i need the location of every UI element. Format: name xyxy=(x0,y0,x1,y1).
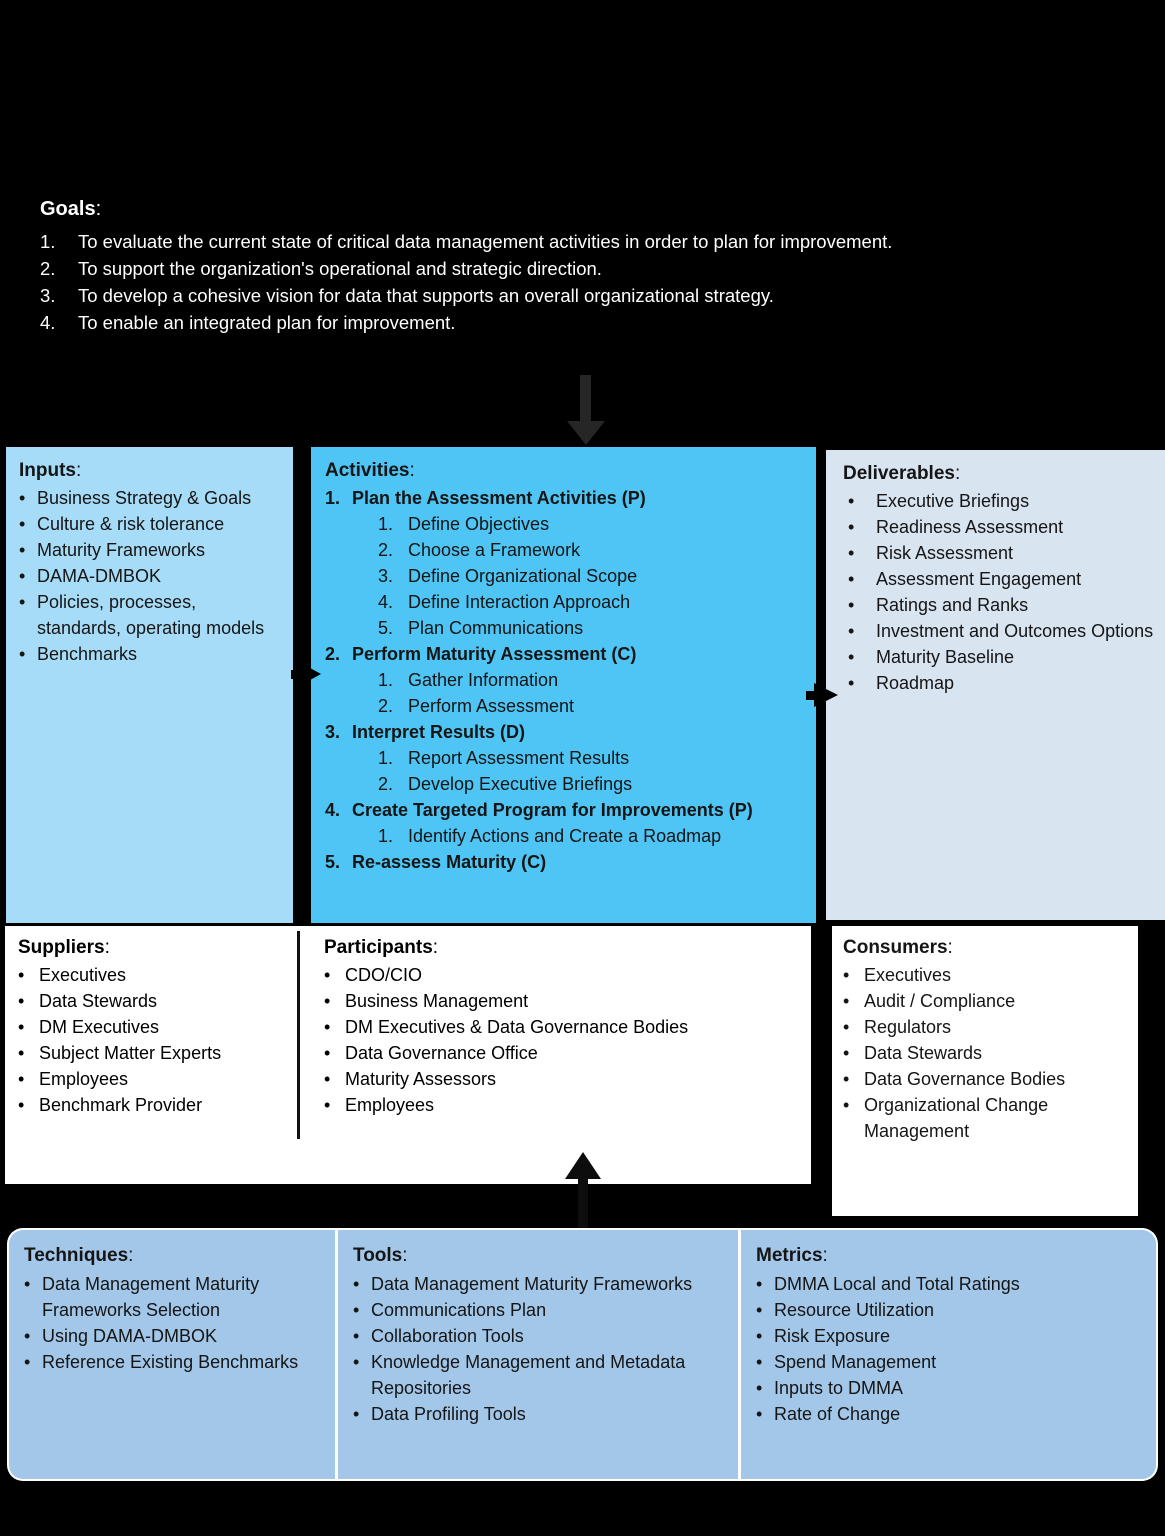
activity-sub-item xyxy=(378,823,806,849)
sub-item-number: 1. xyxy=(378,670,394,690)
bullet-glyph: • xyxy=(843,1043,850,1063)
item-text: Data Profiling Tools xyxy=(371,1404,526,1424)
item-text: DAMA-DMBOK xyxy=(37,566,162,586)
item-text: Resource Utilization xyxy=(774,1300,935,1320)
activity-title-row xyxy=(325,719,806,745)
list-item xyxy=(353,1323,728,1349)
item-text: Using DAMA-DMBOK xyxy=(42,1326,218,1346)
arrow-up-icon xyxy=(565,1152,601,1179)
list-item xyxy=(24,1323,325,1349)
bullet-glyph: • xyxy=(843,1017,850,1037)
deliverables-heading: Deliverables: xyxy=(843,463,961,484)
bullet-glyph: • xyxy=(324,1017,331,1037)
sub-item-number: 4. xyxy=(378,592,394,612)
item-text: Risk Exposure xyxy=(774,1326,891,1346)
item-text: Collaboration Tools xyxy=(371,1326,524,1346)
sub-item-number: 2. xyxy=(378,696,394,716)
item-text: Policies, processes, standards, operating models xyxy=(37,592,265,638)
activities-heading: Activities: xyxy=(325,460,415,481)
bullet-glyph: • xyxy=(19,592,26,612)
list-item xyxy=(324,1066,799,1092)
list-item xyxy=(843,514,1157,540)
activity-item xyxy=(325,641,806,719)
list-item xyxy=(19,563,283,589)
item-text: Spend Management xyxy=(774,1352,937,1372)
item-text: Ratings and Ranks xyxy=(876,595,1029,615)
activity-number: 2. xyxy=(325,644,341,664)
item-text: Readiness Assessment xyxy=(876,517,1064,537)
activity-title: Create Targeted Program for Improvements (P) xyxy=(352,800,753,820)
list-item xyxy=(18,962,283,988)
item-text: Employees xyxy=(345,1095,435,1115)
item-number: 1. xyxy=(40,231,56,252)
bullet-glyph: • xyxy=(24,1274,31,1294)
bullet-glyph: • xyxy=(19,566,26,586)
item-text: Executives xyxy=(864,965,952,985)
item-text: Risk Assessment xyxy=(876,543,1014,563)
techniques-box xyxy=(9,1230,335,1479)
sub-item-number: 5. xyxy=(378,618,394,638)
bullet-glyph: • xyxy=(324,991,331,1011)
goals-list xyxy=(40,228,1040,336)
item-text: To support the organization's operational and strategic direction. xyxy=(78,258,602,279)
bullet-glyph: • xyxy=(18,1017,25,1037)
bullet-glyph: • xyxy=(848,491,855,511)
bullet-glyph: • xyxy=(848,647,855,667)
sub-item-text: Define Organizational Scope xyxy=(408,566,638,586)
item-text: Inputs to DMMA xyxy=(774,1378,904,1398)
list-item xyxy=(324,1092,799,1118)
list-item xyxy=(843,1092,1132,1144)
activity-sub-item xyxy=(378,589,806,615)
bullet-glyph: • xyxy=(324,1043,331,1063)
bullet-glyph: • xyxy=(324,1069,331,1089)
bullet-glyph: • xyxy=(843,1069,850,1089)
activity-sub-item xyxy=(378,537,806,563)
list-item xyxy=(18,1040,283,1066)
sub-item-text: Plan Communications xyxy=(408,618,584,638)
suppliers-list xyxy=(18,962,283,1118)
sub-item-number: 1. xyxy=(378,514,394,534)
inputs-list xyxy=(19,485,283,667)
list-item xyxy=(843,540,1157,566)
bullet-glyph: • xyxy=(848,621,855,641)
activity-number: 1. xyxy=(325,488,341,508)
list-item xyxy=(756,1323,1146,1349)
list-item xyxy=(19,537,283,563)
activity-title-row xyxy=(325,641,806,667)
list-item xyxy=(19,511,283,537)
list-item xyxy=(18,1014,283,1040)
bullet-glyph: • xyxy=(756,1326,763,1346)
arrow-right-to-deliverables-icon xyxy=(814,683,838,707)
goals-section xyxy=(40,198,1040,336)
list-item xyxy=(843,566,1157,592)
bullet-glyph: • xyxy=(848,673,855,693)
metrics-box xyxy=(741,1230,1156,1479)
arrow-down-icon xyxy=(580,375,591,422)
activity-sub-item xyxy=(378,693,806,719)
bullet-glyph: • xyxy=(18,991,25,1011)
item-text: Reference Existing Benchmarks xyxy=(42,1352,299,1372)
participants-heading: Participants: xyxy=(324,937,439,958)
item-text: Investment and Outcomes Options xyxy=(876,621,1154,641)
participants-section xyxy=(324,935,799,1118)
list-item xyxy=(756,1401,1146,1427)
bullet-glyph: • xyxy=(353,1326,360,1346)
list-item xyxy=(40,255,1040,282)
list-item xyxy=(24,1271,325,1323)
bullet-glyph: • xyxy=(19,644,26,664)
activity-sub-list xyxy=(378,823,806,849)
list-item xyxy=(18,1092,283,1118)
activity-item xyxy=(325,485,806,641)
bullet-glyph: • xyxy=(18,1069,25,1089)
sub-item-text: Define Objectives xyxy=(408,514,550,534)
item-text: To enable an integrated plan for improvement. xyxy=(78,312,456,333)
list-item xyxy=(843,962,1132,988)
list-item xyxy=(843,618,1157,644)
sub-item-text: Perform Assessment xyxy=(408,696,575,716)
list-item xyxy=(40,309,1040,336)
item-text: Executive Briefings xyxy=(876,491,1030,511)
suppliers-section xyxy=(18,935,283,1118)
list-item xyxy=(843,670,1157,696)
list-item xyxy=(324,962,799,988)
techniques-heading: Techniques: xyxy=(24,1245,134,1266)
list-item xyxy=(40,228,1040,255)
activity-sub-item xyxy=(378,771,806,797)
sub-item-text: Report Assessment Results xyxy=(408,748,630,768)
item-text: Maturity Baseline xyxy=(876,647,1015,667)
suppliers-participants-panel xyxy=(5,926,811,1184)
item-number: 2. xyxy=(40,258,56,279)
activity-sub-item xyxy=(378,563,806,589)
bullet-glyph: • xyxy=(848,543,855,563)
consumers-heading: Consumers: xyxy=(843,937,953,958)
item-text: Executives xyxy=(39,965,127,985)
item-text: Data Governance Office xyxy=(345,1043,538,1063)
item-text: DM Executives xyxy=(39,1017,160,1037)
suppliers-heading: Suppliers: xyxy=(18,937,110,958)
deliverables-list xyxy=(843,488,1157,696)
activity-title-row xyxy=(325,849,806,875)
bullet-glyph: • xyxy=(756,1404,763,1424)
activity-title-row xyxy=(325,485,806,511)
suppliers-participants-divider xyxy=(297,931,300,1139)
item-text: Assessment Engagement xyxy=(876,569,1082,589)
activity-title-row xyxy=(325,797,806,823)
techniques-list xyxy=(24,1271,325,1375)
sub-item-text: Develop Executive Briefings xyxy=(408,774,633,794)
arrow-right-to-activities-icon xyxy=(299,662,321,686)
tools-box xyxy=(338,1230,738,1479)
list-item xyxy=(324,1014,799,1040)
list-item xyxy=(843,488,1157,514)
activity-title: Re-assess Maturity (C) xyxy=(352,852,547,872)
participants-list xyxy=(324,962,799,1118)
arrow-up-icon xyxy=(578,1178,588,1228)
list-item xyxy=(353,1401,728,1427)
bullet-glyph: • xyxy=(24,1352,31,1372)
item-text: Data Management Maturity Frameworks Selection xyxy=(42,1274,260,1320)
item-text: To evaluate the current state of critical data management activities in order to plan for improvement. xyxy=(78,231,893,252)
activity-title: Perform Maturity Assessment (C) xyxy=(352,644,637,664)
item-text: CDO/CIO xyxy=(345,965,423,985)
sub-item-number: 1. xyxy=(378,826,394,846)
bullet-glyph: • xyxy=(756,1300,763,1320)
activity-number: 4. xyxy=(325,800,341,820)
metrics-heading: Metrics: xyxy=(756,1245,828,1266)
list-item xyxy=(843,592,1157,618)
item-text: Business Management xyxy=(345,991,529,1011)
activity-number: 5. xyxy=(325,852,341,872)
bullet-glyph: • xyxy=(353,1274,360,1294)
list-item xyxy=(756,1375,1146,1401)
bullet-glyph: • xyxy=(19,540,26,560)
bullet-glyph: • xyxy=(19,514,26,534)
bullet-glyph: • xyxy=(843,1095,850,1115)
activity-item xyxy=(325,797,806,849)
item-text: Business Strategy & Goals xyxy=(37,488,252,508)
list-item xyxy=(18,1066,283,1092)
sub-item-number: 2. xyxy=(378,774,394,794)
item-text: Culture & risk tolerance xyxy=(37,514,225,534)
list-item xyxy=(756,1271,1146,1297)
item-text: To develop a cohesive vision for data that supports an overall organizational strategy. xyxy=(78,285,774,306)
bullet-glyph: • xyxy=(848,595,855,615)
item-text: Roadmap xyxy=(876,673,955,693)
bullet-glyph: • xyxy=(848,517,855,537)
bullet-glyph: • xyxy=(843,991,850,1011)
sub-item-number: 1. xyxy=(378,748,394,768)
item-text: Audit / Compliance xyxy=(864,991,1016,1011)
item-text: Subject Matter Experts xyxy=(39,1043,222,1063)
metrics-list xyxy=(756,1271,1146,1427)
activities-list xyxy=(325,485,806,875)
bullet-glyph: • xyxy=(353,1300,360,1320)
activity-sub-item xyxy=(378,511,806,537)
item-text: Benchmarks xyxy=(37,644,138,664)
list-item xyxy=(353,1271,728,1297)
list-item xyxy=(40,282,1040,309)
sub-item-number: 2. xyxy=(378,540,394,560)
activity-sub-item xyxy=(378,667,806,693)
bullet-glyph: • xyxy=(324,965,331,985)
activity-title: Plan the Assessment Activities (P) xyxy=(352,488,646,508)
item-text: Knowledge Management and Metadata Repositories xyxy=(371,1352,686,1398)
tools-heading: Tools: xyxy=(353,1245,408,1266)
bullet-glyph: • xyxy=(24,1326,31,1346)
bullet-glyph: • xyxy=(18,1095,25,1115)
list-item xyxy=(843,644,1157,670)
activity-item xyxy=(325,849,806,875)
bullet-glyph: • xyxy=(353,1404,360,1424)
item-number: 4. xyxy=(40,312,56,333)
activity-sub-item xyxy=(378,615,806,641)
list-item xyxy=(843,988,1132,1014)
consumers-list xyxy=(843,962,1132,1144)
consumers-box xyxy=(832,926,1138,1216)
list-item xyxy=(353,1297,728,1323)
item-text: Communications Plan xyxy=(371,1300,547,1320)
bullet-glyph: • xyxy=(756,1352,763,1372)
bullet-glyph: • xyxy=(848,569,855,589)
bullet-glyph: • xyxy=(19,488,26,508)
list-item xyxy=(843,1014,1132,1040)
list-item xyxy=(756,1297,1146,1323)
techniques-tools-metrics-row xyxy=(7,1228,1158,1481)
item-text: Regulators xyxy=(864,1017,952,1037)
item-text: Data Stewards xyxy=(39,991,158,1011)
list-item xyxy=(24,1349,325,1375)
sub-item-text: Gather Information xyxy=(408,670,559,690)
tools-list xyxy=(353,1271,728,1427)
bullet-glyph: • xyxy=(324,1095,331,1115)
sub-item-text: Choose a Framework xyxy=(408,540,581,560)
bullet-glyph: • xyxy=(756,1378,763,1398)
list-item xyxy=(18,988,283,1014)
item-text: Benchmark Provider xyxy=(39,1095,203,1115)
item-text: DM Executives & Data Governance Bodies xyxy=(345,1017,689,1037)
item-number: 3. xyxy=(40,285,56,306)
item-text: Data Management Maturity Frameworks xyxy=(371,1274,693,1294)
item-text: Maturity Frameworks xyxy=(37,540,206,560)
list-item xyxy=(19,641,283,667)
activity-sub-list xyxy=(378,745,806,797)
list-item xyxy=(324,988,799,1014)
sub-item-text: Identify Actions and Create a Roadmap xyxy=(408,826,722,846)
list-item xyxy=(19,589,283,641)
inputs-heading: Inputs: xyxy=(19,460,82,481)
arrow-down-icon xyxy=(567,421,605,445)
activity-title: Interpret Results (D) xyxy=(352,722,526,742)
bullet-glyph: • xyxy=(18,965,25,985)
goals-heading: Goals: xyxy=(40,198,102,220)
list-item xyxy=(843,1066,1132,1092)
item-text: DMMA Local and Total Ratings xyxy=(774,1274,1020,1294)
item-text: Data Stewards xyxy=(864,1043,983,1063)
activity-number: 3. xyxy=(325,722,341,742)
bullet-glyph: • xyxy=(756,1274,763,1294)
list-item xyxy=(353,1349,728,1401)
activity-sub-list xyxy=(378,667,806,719)
list-item xyxy=(843,1040,1132,1066)
item-text: Maturity Assessors xyxy=(345,1069,497,1089)
sub-item-text: Define Interaction Approach xyxy=(408,592,631,612)
inputs-box xyxy=(6,447,293,923)
activity-sub-list xyxy=(378,511,806,641)
item-text: Organizational Change Management xyxy=(864,1095,1049,1141)
list-item xyxy=(19,485,283,511)
activity-sub-item xyxy=(378,745,806,771)
bullet-glyph: • xyxy=(353,1352,360,1372)
list-item xyxy=(756,1349,1146,1375)
sub-item-number: 3. xyxy=(378,566,394,586)
item-text: Rate of Change xyxy=(774,1404,901,1424)
bullet-glyph: • xyxy=(843,965,850,985)
bullet-glyph: • xyxy=(18,1043,25,1063)
list-item xyxy=(324,1040,799,1066)
activities-box xyxy=(311,447,816,923)
deliverables-box xyxy=(826,450,1165,920)
item-text: Employees xyxy=(39,1069,129,1089)
activity-item xyxy=(325,719,806,797)
item-text: Data Governance Bodies xyxy=(864,1069,1066,1089)
